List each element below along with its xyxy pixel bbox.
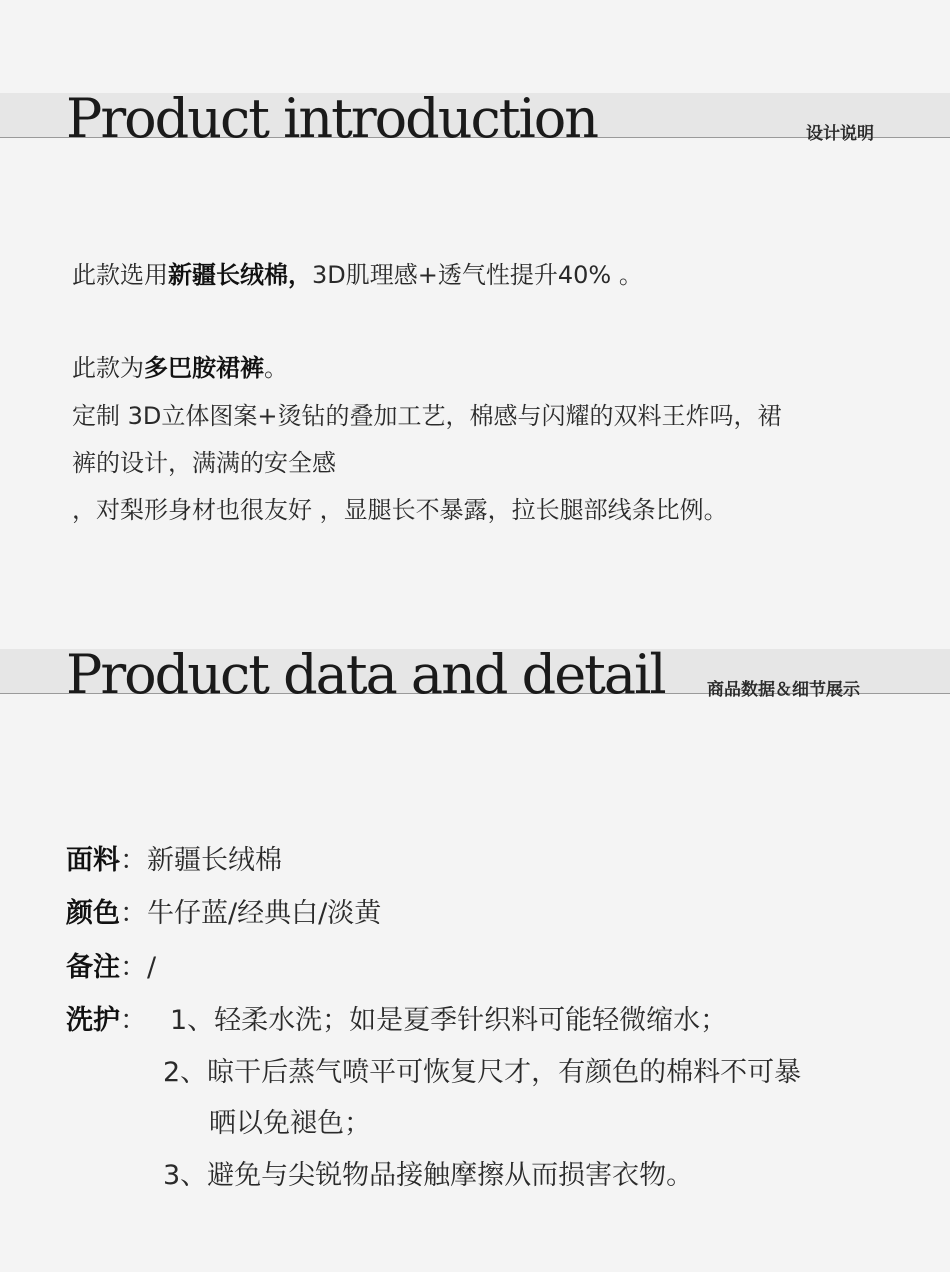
intro-text: 此款选用: [72, 261, 168, 289]
intro-text: 。: [264, 354, 288, 382]
intro-line-5: ，对梨形身材也很友好 ，显腿长不暴露，拉长腿部线条比例。: [72, 496, 728, 524]
spec-separator: ：: [120, 952, 147, 983]
spec-value: 牛仔蓝/经典白/淡黄: [147, 898, 382, 929]
spec-label: 面料: [66, 845, 120, 876]
spec-separator: ：: [120, 898, 147, 929]
section-title-product-introduction: Product introduction: [66, 87, 598, 150]
intro-highlight-material: 新疆长绒棉，: [168, 261, 312, 289]
spec-row-fabric: [66, 838, 282, 877]
spec-separator: ：: [120, 1005, 147, 1036]
intro-line-2: [72, 345, 288, 392]
intro-highlight-style: 多巴胺裙裤: [144, 354, 264, 382]
spec-row-color: [66, 891, 381, 930]
section-title-product-data: Product data and detail: [66, 643, 665, 706]
spec-label: 颜色: [66, 898, 120, 929]
intro-line-1: [72, 252, 643, 299]
intro-line-3: 定制 3D立体图案+烫钻的叠加工艺，棉感与闪耀的双料王炸吗，裙: [72, 402, 782, 430]
spec-separator: ：: [120, 845, 147, 876]
spec-row-note: [66, 945, 156, 984]
section-subtitle-data-details: 商品数据＆细节展示: [707, 680, 860, 700]
intro-text: 此款为: [72, 354, 144, 382]
spec-value: 新疆长绒棉: [147, 845, 282, 876]
spec-label: 备注: [66, 952, 120, 983]
care-item-2: 2、晾干后蒸气喷平可恢复尺才，有颜色的棉料不可暴: [163, 1057, 802, 1088]
spec-row-care: [66, 998, 147, 1037]
care-item-2-continued: 晒以免褪色；: [209, 1108, 371, 1139]
care-item-3: 3、避免与尖锐物品接触摩擦从而损害衣物。: [163, 1160, 694, 1191]
spec-label: 洗护: [66, 1005, 120, 1036]
spec-value: /: [147, 952, 157, 983]
intro-line-4: 裤的设计，满满的安全感: [72, 449, 336, 477]
care-item-1: 1、轻柔水洗；如是夏季针织料可能轻微缩水；: [170, 1005, 728, 1036]
intro-text: 3D肌理感+透气性提升40% 。: [312, 261, 643, 289]
section-subtitle-design-notes: 设计说明: [806, 124, 874, 144]
